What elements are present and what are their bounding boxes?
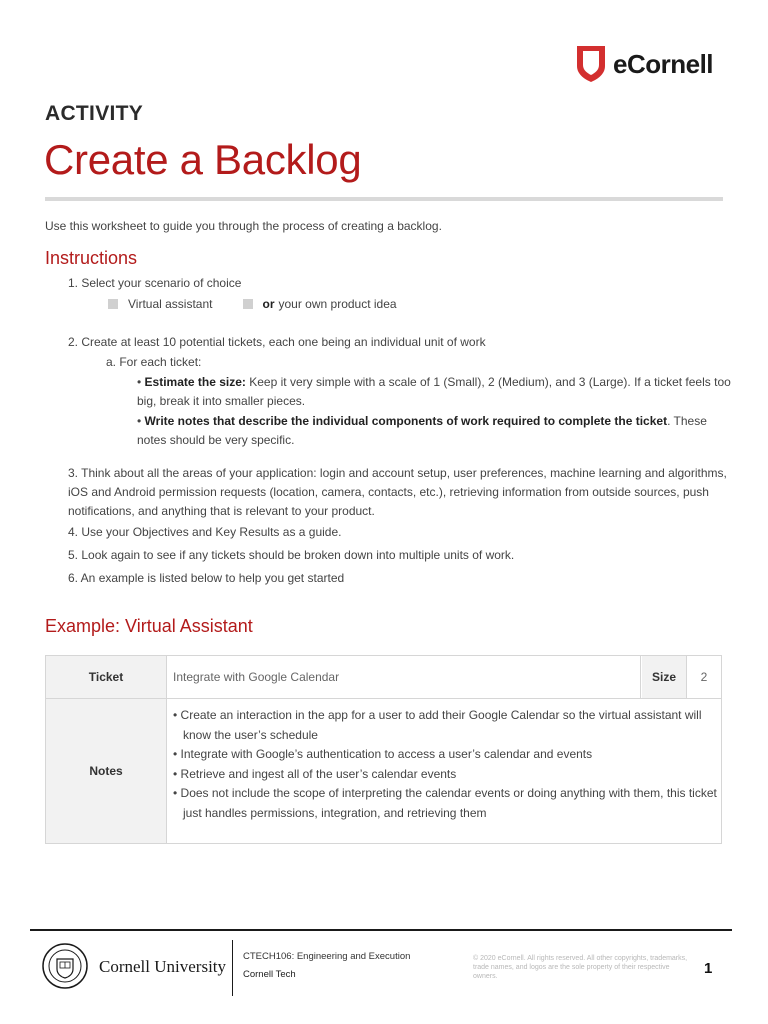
ticket-row bbox=[46, 656, 721, 699]
own-product-checkbox[interactable] bbox=[243, 299, 253, 309]
example-heading: Example: Virtual Assistant bbox=[45, 616, 253, 636]
ecornell-logo bbox=[575, 44, 713, 84]
footer-rule bbox=[30, 929, 732, 931]
bullet-estimate-bold: Estimate the size: bbox=[144, 375, 246, 389]
cornell-seal-icon bbox=[42, 943, 88, 989]
school-name: Cornell Tech bbox=[243, 969, 296, 980]
footer-divider bbox=[232, 940, 233, 996]
size-label: Size bbox=[642, 656, 687, 698]
bullet-write-notes: • Write notes that describe the individual components of work required to complete the ticket. These notes should be very specific. bbox=[137, 414, 707, 447]
instruction-item-3: 3. Think about all the areas of your application: login and account setup, user preferences, machine learning and algorithms, iOS and Android permission requests (location, camera, contacts, etc.), retrieving information from outside sources, push notifications, and anything that is relevant to your product. bbox=[68, 466, 727, 518]
instruction-item-2: 2. Create at least 10 potential tickets, each one being an individual unit of work bbox=[68, 335, 486, 349]
option-virtual-assistant: Virtual assistant bbox=[128, 297, 213, 311]
note-item: • Does not include the scope of interpreting the calendar events or doing anything with them, this ticket just handles permissions, integration, and retrieving them bbox=[173, 786, 717, 820]
page-number: 1 bbox=[704, 960, 713, 977]
page-title: Create a Backlog bbox=[44, 136, 362, 183]
note-item: • Retrieve and ingest all of the user’s calendar events bbox=[173, 766, 457, 781]
size-value: 2 bbox=[700, 670, 708, 684]
course-name: CTECH106: Engineering and Execution bbox=[243, 951, 411, 962]
notes-row bbox=[46, 699, 721, 843]
notes-label: Notes bbox=[46, 699, 167, 843]
note-item: • Create an interaction in the app for a user to add their Google Calendar so the virtual assistant will know the user’s schedule bbox=[173, 708, 702, 742]
instruction-item-5: 5. Look again to see if any tickets should be broken down into multiple units of work. bbox=[68, 548, 515, 562]
ticket-value: Integrate with Google Calendar bbox=[167, 656, 641, 698]
instruction-item-1: 1. Select your scenario of choice bbox=[68, 276, 242, 290]
brand-name: eCornell bbox=[613, 48, 714, 79]
instruction-item-6: 6. An example is listed below to help you get started bbox=[68, 571, 345, 585]
instruction-item-2a: a. For each ticket: bbox=[106, 355, 202, 369]
copyright-notice: © 2020 eCornell. All rights reserved. All other copyrights, trademarks, trade names, and logos are the sole property of their respective owners. bbox=[473, 955, 688, 980]
option-own-product: your own product idea bbox=[278, 297, 397, 311]
or-word: or bbox=[262, 297, 275, 311]
bullet-notes-text: . These notes should be very specific. bbox=[137, 414, 707, 447]
note-item: • Integrate with Google’s authentication to access a user’s calendar and events bbox=[173, 747, 593, 761]
scenario-options bbox=[108, 297, 397, 311]
activity-kicker: ACTIVITY bbox=[45, 102, 144, 125]
bullet-notes-bold: Write notes that describe the individual components of work required to complete the ticket bbox=[144, 414, 668, 428]
ticket-label: Ticket bbox=[46, 656, 167, 698]
shield-icon bbox=[575, 44, 607, 84]
bullet-estimate-size: • Estimate the size: Keep it very simple with a scale of 1 (Small), 2 (Medium), and 3 (Large). If a ticket feels too big, break it into smaller pieces. bbox=[137, 375, 731, 408]
notes-list bbox=[173, 706, 718, 823]
title-divider bbox=[45, 197, 723, 201]
virtual-assistant-checkbox[interactable] bbox=[108, 299, 118, 309]
university-name: Cornell University bbox=[99, 957, 227, 976]
instruction-item-4: 4. Use your Objectives and Key Results as a guide. bbox=[68, 525, 342, 539]
instructions-heading: Instructions bbox=[45, 248, 138, 268]
bullet-estimate-text: Keep it very simple with a scale of 1 (Small), 2 (Medium), and 3 (Large). If a ticket feels too big, break it into smaller pieces. bbox=[137, 375, 731, 408]
example-table bbox=[45, 655, 722, 844]
intro-text: Use this worksheet to guide you through the process of creating a backlog. bbox=[45, 219, 442, 233]
